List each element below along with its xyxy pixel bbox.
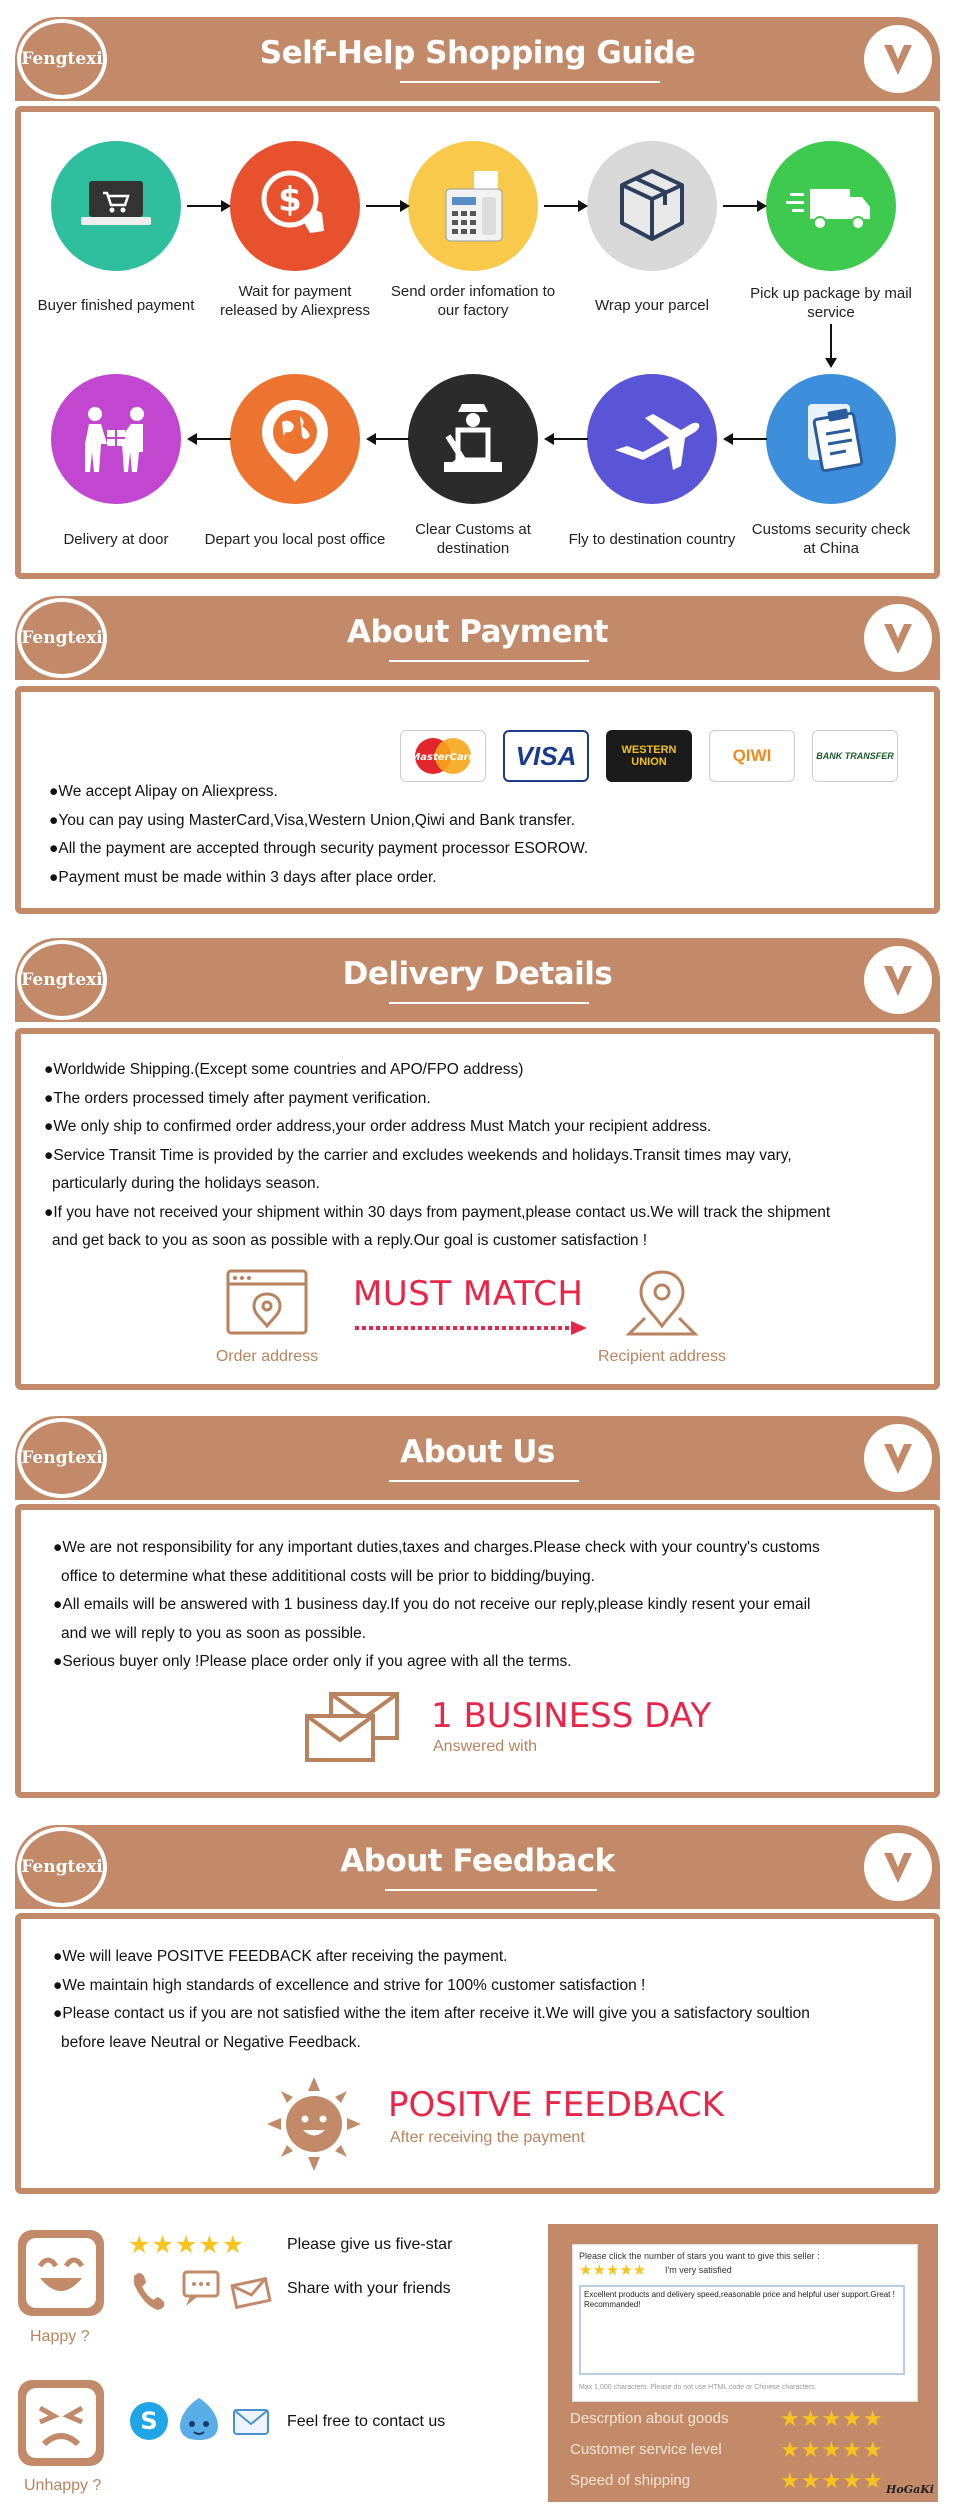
brand-logo: Fengtexi — [17, 19, 107, 99]
business-day-text: 1 BUSINESS DAY — [431, 1696, 712, 1736]
char-limit-note: Max 1,000 characters. Please do not use HTML code or Chinese characters. — [579, 2384, 817, 2391]
share-text: Share with your friends — [287, 2280, 451, 2297]
step-label: Fly to destination country — [568, 531, 736, 548]
feedback-title: About Feedback — [340, 1843, 615, 1879]
guide-panel — [15, 106, 940, 579]
brand-logo: Fengtexi — [17, 1827, 107, 1907]
guide-header — [15, 17, 940, 101]
rating-label: Customer service level — [570, 2441, 722, 2458]
delivery-header — [15, 938, 940, 1022]
five-star-rating[interactable]: ★★★★★ — [128, 2231, 246, 2259]
step-label: Delivery at door — [63, 531, 169, 548]
collapse-arrow-icon[interactable] — [864, 946, 932, 1014]
left-arrow-icon — [366, 432, 410, 446]
payment-line: ●All the payment are accepted through security payment processor ESOROW. — [49, 840, 589, 857]
rating-prompt: Please click the number of stars you want to give this seller : — [579, 2251, 820, 2261]
step-label: Buyer finished payment — [37, 297, 195, 314]
delivery-people-icon — [51, 374, 181, 504]
brand-logo: Fengtexi — [17, 1418, 107, 1498]
airplane-icon — [587, 374, 717, 504]
right-arrow-icon — [544, 199, 588, 213]
title-underline — [389, 1480, 579, 1482]
svg-text:S: S — [140, 2407, 158, 2435]
customs-officer-icon — [408, 374, 538, 504]
comment-textarea[interactable]: Excellent products and delivery speed,reasonable price and helpful user support.Great ! Recommanded! — [579, 2285, 905, 2375]
dotted-arrow-icon — [355, 1320, 589, 1336]
svg-text:MasterCard: MasterCard — [410, 752, 476, 763]
about-title: About Us — [400, 1434, 555, 1470]
guide-title: Self-Help Shopping Guide — [259, 35, 696, 71]
fax-machine-icon — [408, 141, 538, 271]
about-line: ●Serious buyer only !Please place order only if you agree with all the terms. — [53, 1653, 572, 1670]
title-underline — [389, 1002, 589, 1004]
happy-face-icon — [16, 2228, 106, 2318]
after-payment-text: After receiving the payment — [390, 2129, 585, 2146]
qiwi-logo: QIWI — [709, 730, 795, 782]
skype-icon[interactable] — [128, 2400, 170, 2442]
order-address-icon — [225, 1268, 309, 1336]
form-star-rating[interactable]: ★★★★★ — [579, 2262, 647, 2279]
brand-logo: Fengtexi — [17, 940, 107, 1020]
qq-chat-icon[interactable] — [178, 2396, 220, 2442]
feedback-form — [572, 2244, 918, 2402]
payment-panel — [15, 686, 940, 914]
rating-label: Descrption about goods — [570, 2410, 729, 2427]
happy-label: Happy ? — [30, 2328, 90, 2345]
satisfied-text: I'm very satisfied — [665, 2265, 732, 2275]
delivery-line: particularly during the holidays season. — [52, 1175, 320, 1192]
step-label: Send order infomation to our factory — [390, 283, 556, 319]
about-line: ●We are not responsibility for any important duties,taxes and charges.Please check with your country's customs — [53, 1539, 820, 1556]
left-arrow-icon — [723, 432, 767, 446]
down-arrow-icon — [824, 324, 838, 368]
feedback-header — [15, 1825, 940, 1909]
delivery-text — [44, 1056, 830, 1256]
globe-pin-icon — [230, 374, 360, 504]
five-star-text: Please give us five-star — [287, 2236, 453, 2253]
must-match-text: MUST MATCH — [353, 1274, 584, 1314]
right-arrow-icon — [366, 199, 410, 213]
about-line: office to determine what these addititional costs will be prior to bidding/buying. — [61, 1567, 595, 1585]
payment-header — [15, 596, 940, 680]
feedback-rating-panel — [548, 2224, 938, 2502]
feedback-text — [53, 1943, 810, 2057]
step-label: Wrap your parcel — [595, 297, 709, 314]
left-arrow-icon — [544, 432, 588, 446]
left-arrow-icon — [187, 432, 231, 446]
payment-title: About Payment — [347, 614, 608, 650]
answered-with-text: Answered with — [433, 1738, 538, 1755]
feedback-line: before leave Neutral or Negative Feedback. — [61, 2033, 361, 2051]
recipient-address-label: Recipient address — [597, 1348, 727, 1365]
about-line: and we will reply to you as soon as possible. — [61, 1624, 366, 1642]
western-union-logo: WESTERN UNION — [606, 730, 692, 782]
delivery-panel — [15, 1028, 940, 1390]
mastercard-logo — [400, 730, 486, 782]
parcel-box-icon — [587, 141, 717, 271]
title-underline — [389, 660, 589, 662]
visa-logo: VISA — [503, 730, 589, 782]
right-arrow-icon — [723, 199, 767, 213]
step-label: Wait for payment released by Aliexpress — [219, 283, 371, 319]
feedback-line: ●We maintain high standards of excellence and strive for 100% customer satisfaction ! — [53, 1976, 646, 1994]
recipient-pin-icon — [623, 1268, 701, 1338]
rating-stars[interactable]: ★★★★★ — [780, 2437, 884, 2462]
rating-stars[interactable]: ★★★★★ — [780, 2406, 884, 2431]
delivery-line: ●We only ship to confirmed order address,your order address Must Match your recipient address. — [44, 1118, 712, 1135]
delivery-line: ●Worldwide Shipping.(Except some countries and APO/FPO address) — [44, 1061, 524, 1078]
unhappy-label: Unhappy ? — [24, 2477, 102, 2494]
payment-line: ●Payment must be made within 3 days after place order. — [49, 868, 437, 886]
brand-logo: Fengtexi — [17, 598, 107, 678]
title-underline — [385, 1889, 597, 1891]
step-label: Clear Customs at destination — [415, 521, 531, 557]
delivery-line: and get back to you as soon as possible with a reply.Our goal is customer satisfaction ! — [52, 1232, 648, 1249]
rating-stars[interactable]: ★★★★★ — [780, 2468, 884, 2493]
payment-text — [49, 778, 588, 892]
unhappy-face-icon — [16, 2378, 106, 2468]
rating-label: Speed of shipping — [570, 2472, 691, 2489]
laptop-cart-icon — [51, 141, 181, 271]
payment-line: ●You can pay using MasterCard,Visa,Western Union,Qiwi and Bank transfer. — [49, 811, 576, 829]
about-text — [53, 1534, 820, 1677]
title-underline — [400, 81, 660, 83]
contact-text: Feel free to contact us — [287, 2413, 446, 2430]
payment-line: ●We accept Alipay on Aliexpress. — [49, 783, 278, 800]
about-panel — [15, 1504, 940, 1798]
step-label: Pick up package by mail service — [750, 285, 912, 321]
envelope-icon — [301, 1690, 405, 1766]
sun-smile-icon — [265, 2075, 363, 2173]
collapse-arrow-icon[interactable] — [864, 1833, 932, 1901]
right-arrow-icon — [187, 199, 231, 213]
collapse-arrow-icon[interactable] — [864, 1424, 932, 1492]
bank-transfer-logo: BANK TRANSFER — [812, 730, 898, 782]
dollar-hand-icon — [230, 141, 360, 271]
delivery-title: Delivery Details — [342, 956, 613, 992]
step-label: Depart you local post office — [204, 531, 386, 548]
email-icon[interactable] — [230, 2400, 272, 2440]
collapse-arrow-icon[interactable] — [864, 604, 932, 672]
about-line: ●All emails will be answered with 1 business day.If you do not receive our reply,please kindly resent your email — [53, 1596, 811, 1613]
collapse-arrow-icon[interactable] — [864, 25, 932, 93]
feedback-panel — [15, 1913, 940, 2194]
about-header — [15, 1416, 940, 1500]
customs-clipboard-icon — [766, 374, 896, 504]
delivery-truck-icon — [766, 141, 896, 271]
delivery-line: ●The orders processed timely after payment verification. — [44, 1089, 431, 1107]
feedback-line: ●We will leave POSITVE FEEDBACK after receiving the payment. — [53, 1948, 508, 1965]
delivery-line: ●If you have not received your shipment within 30 days from payment,please contact us.We will track the shipment — [44, 1203, 831, 1221]
positive-feedback-text: POSITVE FEEDBACK — [388, 2085, 724, 2125]
svg-text:$: $ — [278, 180, 302, 220]
share-icons — [128, 2268, 280, 2310]
watermark: HoGaKi — [886, 2483, 934, 2496]
step-label: Customs security check at China — [751, 521, 911, 557]
order-address-label: Order address — [215, 1348, 319, 1365]
delivery-line: ●Service Transit Time is provided by the carrier and excludes weekends and holidays.Transit times may vary, — [44, 1146, 792, 1164]
feedback-line: ●Please contact us if you are not satisfied withe the item after receive it.We will give you a satisfactory soultion — [53, 2005, 810, 2022]
